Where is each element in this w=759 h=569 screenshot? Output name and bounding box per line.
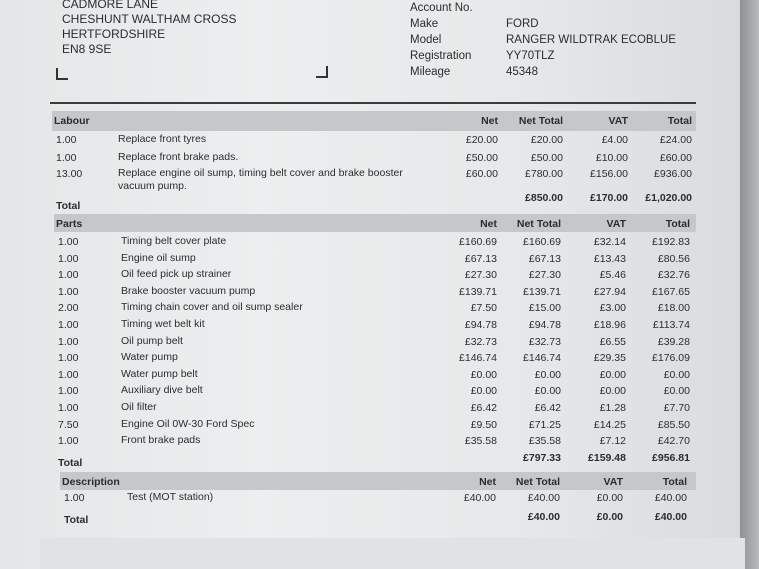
labour-row-desc: Replace engine oil sump, timing belt cover and brake booster (118, 167, 403, 179)
parts-row-total: £0.00 (663, 385, 690, 397)
vehicle-label: Mileage (410, 66, 451, 78)
parts-total-total: £956.81 (652, 452, 690, 464)
parts-row-net: £9.50 (470, 419, 497, 431)
labour-row-total: £24.00 (659, 134, 692, 146)
labour-total-vat: £170.00 (590, 192, 628, 204)
parts-row-net-total: £27.30 (528, 269, 561, 281)
description-row-qty: 1.00 (64, 492, 85, 504)
parts-col-vat: VAT (606, 218, 626, 230)
parts-total-vat: £159.48 (588, 452, 626, 464)
parts-row-desc: Engine oil sump (121, 252, 196, 264)
parts-row-vat: £1.28 (599, 402, 626, 414)
parts-row-qty: 1.00 (58, 385, 79, 397)
parts-row-desc: Front brake pads (121, 434, 201, 446)
parts-row-net: £35.58 (464, 435, 497, 447)
address-window-corner-right (316, 66, 328, 78)
parts-row-desc: Brake booster vacuum pump (121, 285, 256, 297)
description-row-net-total: £40.00 (527, 492, 560, 504)
labour-total-label: Total (56, 200, 81, 212)
labour-row-qty: 13.00 (56, 168, 83, 180)
parts-row-qty: 1.00 (58, 236, 79, 248)
vehicle-value: FORD (506, 18, 539, 30)
address-line: CHESHUNT WALTHAM CROSS (62, 12, 237, 26)
parts-row-desc: Oil feed pick up strainer (121, 268, 232, 280)
parts-row-net-total: £139.71 (523, 286, 561, 298)
header-divider (50, 102, 696, 104)
parts-section-title: Parts (56, 218, 83, 230)
parts-row-total: £0.00 (663, 369, 690, 381)
parts-row-net-total: £35.58 (528, 435, 561, 447)
description-row-vat: £0.00 (596, 492, 623, 504)
parts-row-qty: 1.00 (58, 369, 79, 381)
description-col-total: Total (662, 476, 687, 488)
parts-row-qty: 1.00 (58, 336, 79, 348)
parts-row-desc: Water pump belt (121, 368, 198, 380)
parts-row-net-total: £67.13 (528, 253, 561, 265)
parts-row-total: £18.00 (657, 302, 690, 314)
parts-row-total: £192.83 (652, 236, 690, 248)
labour-row-qty: 1.00 (56, 134, 77, 146)
labour-row-desc: Replace front brake pads. (118, 151, 239, 163)
parts-row-qty: 1.00 (58, 319, 79, 331)
parts-row-vat: £18.96 (593, 319, 626, 331)
parts-row-total: £7.70 (663, 402, 690, 414)
vehicle-value: YY70TLZ (506, 50, 555, 62)
parts-row-desc: Engine Oil 0W-30 Ford Spec (121, 418, 255, 430)
parts-row-net-total: £6.42 (534, 402, 561, 414)
labour-row-net-total: £780.00 (525, 168, 563, 180)
parts-row-vat: £5.46 (599, 269, 626, 281)
parts-row-desc: Auxiliary dive belt (121, 384, 203, 396)
address-line: HERTFORDSHIRE (62, 27, 166, 41)
parts-row-desc: Timing wet belt kit (121, 318, 205, 330)
parts-row-net-total: £71.25 (528, 419, 561, 431)
parts-row-net-total: £146.74 (523, 352, 561, 364)
parts-row-vat: £3.00 (599, 302, 626, 314)
labour-row-vat: £10.00 (595, 152, 628, 164)
parts-row-vat: £27.94 (593, 286, 626, 298)
parts-row-qty: 1.00 (58, 402, 79, 414)
vehicle-label: Account No. (410, 2, 473, 14)
parts-row-total: £39.28 (657, 336, 690, 348)
labour-row-net: £60.00 (465, 168, 498, 180)
address-line: EN8 9SE (62, 42, 112, 56)
address-line: CADMORE LANE (62, 0, 159, 11)
parts-row-vat: £13.43 (593, 253, 626, 265)
vehicle-value: 45348 (506, 66, 538, 78)
parts-row-vat: £14.25 (593, 419, 626, 431)
description-header-band (60, 472, 696, 490)
parts-row-vat: £0.00 (599, 369, 626, 381)
labour-row-desc-cont: vacuum pump. (118, 180, 187, 192)
parts-row-net-total: £94.78 (528, 319, 561, 331)
parts-total-label: Total (58, 457, 83, 469)
parts-row-net: £27.30 (464, 269, 497, 281)
labour-col-vat: VAT (608, 115, 628, 127)
parts-row-net-total: £32.73 (528, 336, 561, 348)
parts-row-qty: 1.00 (58, 253, 79, 265)
parts-row-net: £7.50 (470, 302, 497, 314)
parts-row-qty: 2.00 (58, 302, 79, 314)
parts-col-net: Net (480, 218, 497, 230)
labour-row-vat: £156.00 (590, 168, 628, 180)
labour-row-net: £20.00 (465, 134, 498, 146)
labour-row-total: £60.00 (659, 152, 692, 164)
parts-row-qty: 1.00 (58, 286, 79, 298)
parts-col-total: Total (665, 218, 690, 230)
parts-row-desc: Timing chain cover and oil sump sealer (121, 301, 303, 313)
parts-row-net-total: £0.00 (534, 369, 561, 381)
description-row-total: £40.00 (654, 492, 687, 504)
labour-row-qty: 1.00 (56, 152, 77, 164)
vehicle-label: Model (410, 34, 442, 46)
parts-row-net: £67.13 (464, 253, 497, 265)
description-total-label: Total (64, 514, 89, 526)
description-col-net: Net (479, 476, 496, 488)
description-section-title: Description (62, 476, 120, 488)
parts-row-net-total: £15.00 (528, 302, 561, 314)
vehicle-values (506, 0, 676, 80)
parts-row-vat: £0.00 (599, 385, 626, 397)
parts-row-total: £176.09 (652, 352, 690, 364)
parts-row-net: £6.42 (470, 402, 497, 414)
parts-total-net-total: £797.33 (523, 452, 561, 464)
parts-row-total: £113.74 (652, 319, 690, 331)
customer-address (62, 0, 236, 57)
parts-row-vat: £29.35 (593, 352, 626, 364)
description-col-net-total: Net Total (515, 476, 560, 488)
parts-row-desc: Water pump (121, 351, 178, 363)
vehicle-value: RANGER WILDTRAK ECOBLUE (506, 34, 676, 46)
parts-row-desc: Oil pump belt (121, 335, 183, 347)
labour-section-title: Labour (54, 115, 90, 127)
parts-row-qty: 7.50 (58, 419, 79, 431)
parts-row-net: £146.74 (459, 352, 497, 364)
labour-row-net-total: £50.00 (530, 152, 563, 164)
description-total-net-total: £40.00 (527, 511, 560, 523)
labour-row-desc: Replace front tyres (118, 133, 207, 145)
description-row-net: £40.00 (463, 492, 496, 504)
vehicle-label: Make (410, 18, 439, 30)
parts-col-net-total: Net Total (516, 218, 561, 230)
parts-row-total: £167.65 (652, 286, 690, 298)
parts-row-vat: £32.14 (593, 236, 626, 248)
next-sheet (40, 538, 745, 569)
parts-row-net: £0.00 (470, 385, 497, 397)
labour-row-vat: £4.00 (601, 134, 628, 146)
description-row-desc: Test (MOT station) (127, 491, 214, 503)
parts-row-net: £139.71 (459, 286, 497, 298)
labour-header-band (52, 111, 696, 131)
parts-row-desc: Oil filter (121, 401, 157, 413)
parts-row-total: £85.50 (657, 419, 690, 431)
labour-col-net: Net (481, 115, 498, 127)
labour-row-net: £50.00 (465, 152, 498, 164)
paper-edge (740, 0, 759, 569)
description-col-vat: VAT (603, 476, 623, 488)
address-window-corner-left (56, 68, 68, 80)
parts-row-net: £0.00 (470, 369, 497, 381)
parts-row-qty: 1.00 (58, 269, 79, 281)
description-total-total: £40.00 (654, 511, 687, 523)
parts-row-net: £32.73 (464, 336, 497, 348)
parts-row-vat: £6.55 (599, 336, 626, 348)
parts-row-qty: 1.00 (58, 435, 79, 447)
labour-total-net-total: £850.00 (525, 192, 563, 204)
parts-header-band (54, 214, 696, 232)
parts-row-net-total: £0.00 (534, 385, 561, 397)
parts-row-net: £160.69 (459, 236, 497, 248)
labour-col-net-total: Net Total (518, 115, 563, 127)
parts-row-qty: 1.00 (58, 352, 79, 364)
parts-row-vat: £7.12 (599, 435, 626, 447)
labour-row-net-total: £20.00 (530, 134, 563, 146)
vehicle-labels (410, 0, 473, 80)
parts-row-total: £42.70 (657, 435, 690, 447)
labour-total-total: £1,020.00 (645, 192, 692, 204)
parts-row-total: £80.56 (657, 253, 690, 265)
vehicle-label: Registration (410, 50, 472, 62)
description-total-vat: £0.00 (596, 511, 623, 523)
parts-row-net-total: £160.69 (523, 236, 561, 248)
parts-row-net: £94.78 (464, 319, 497, 331)
parts-row-total: £32.76 (657, 269, 690, 281)
parts-row-desc: Timing belt cover plate (121, 235, 227, 247)
labour-col-total: Total (667, 115, 692, 127)
labour-row-total: £936.00 (654, 168, 692, 180)
vehicle-value (506, 0, 676, 16)
